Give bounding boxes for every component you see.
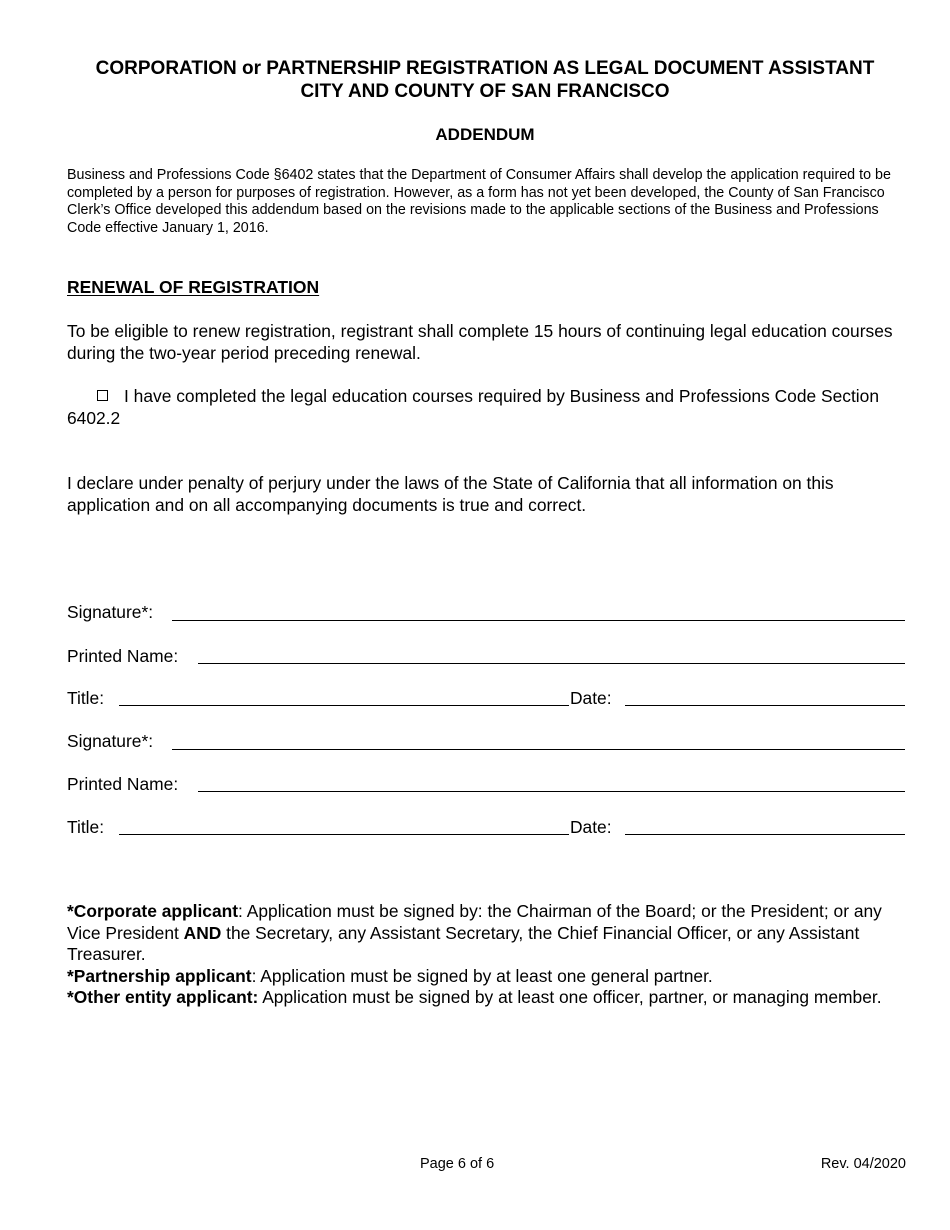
partnership-applicant-text: : Application must be signed by at least one general partner. bbox=[251, 965, 713, 986]
partnership-applicant-note bbox=[67, 966, 912, 988]
corporate-applicant-text-2: the Secretary, any Assistant Secretary, the Chief Financial Officer, or any Assistant Treasurer. bbox=[67, 922, 860, 964]
addendum-heading: ADDENDUM bbox=[435, 125, 535, 144]
corporate-applicant-note bbox=[67, 901, 912, 966]
other-entity-applicant-note bbox=[67, 987, 912, 1009]
signer-requirements-notes bbox=[67, 901, 912, 1009]
other-entity-applicant-label: *Other entity applicant: bbox=[67, 987, 259, 1007]
document-subtitle-jurisdiction: CITY AND COUNTY OF SAN FRANCISCO bbox=[300, 81, 670, 102]
title-label-2: Title: bbox=[67, 817, 105, 837]
date-label-1: Date: bbox=[570, 688, 612, 708]
signature-label-2: Signature*: bbox=[67, 731, 154, 751]
document-title: CORPORATION or PARTNERSHIP REGISTRATION AS LEGAL DOCUMENT ASSISTANT bbox=[95, 58, 875, 79]
date-line-1[interactable] bbox=[625, 705, 905, 706]
eligibility-paragraph: To be eligible to renew registration, registrant shall complete 15 hours of continuing legal education courses during the two-year period preceding renewal. bbox=[67, 321, 893, 363]
signature-line-2[interactable] bbox=[172, 749, 905, 750]
printed-name-line-2[interactable] bbox=[198, 791, 905, 792]
partnership-applicant-label: *Partnership applicant bbox=[67, 965, 252, 986]
title-line-1[interactable] bbox=[119, 705, 569, 706]
renewal-section-heading: RENEWAL OF REGISTRATION bbox=[67, 277, 320, 297]
date-line-2[interactable] bbox=[625, 834, 905, 835]
education-checkbox[interactable] bbox=[97, 390, 108, 401]
printed-name-line-1[interactable] bbox=[198, 663, 905, 664]
signature-label-1: Signature*: bbox=[67, 602, 154, 622]
date-label-2: Date: bbox=[570, 817, 612, 837]
title-label-1: Title: bbox=[67, 688, 105, 708]
signature-line-1[interactable] bbox=[172, 620, 905, 621]
other-entity-applicant-text: Application must be signed by at least one officer, partner, or managing member. bbox=[258, 987, 882, 1007]
printed-name-label-1: Printed Name: bbox=[67, 646, 179, 666]
corporate-applicant-text-1: : Application must be signed by: the Chairman of the Board; or the President; or any Vice President bbox=[67, 901, 882, 943]
page-number: Page 6 of 6 bbox=[420, 1156, 495, 1172]
education-checkbox-row bbox=[67, 386, 912, 429]
title-line-2[interactable] bbox=[119, 834, 569, 835]
revision-date: Rev. 04/2020 bbox=[820, 1156, 906, 1172]
printed-name-label-2: Printed Name: bbox=[67, 774, 179, 794]
declaration-paragraph: I declare under penalty of perjury under the laws of the State of California that all information on this application and on all accompanying documents is true and correct. bbox=[67, 473, 834, 515]
corporate-applicant-label: *Corporate applicant bbox=[67, 901, 239, 921]
intro-paragraph: Business and Professions Code §6402 states that the Department of Consumer Affairs shall develop the application required to be completed by a person for purposes of registration. However, as a form has not yet been developed, the County of San Francisco Clerk’s Office developed this addendum based on the revisions made to the applicable sections of the Business and Professions Code effective January 1, 2016. bbox=[67, 167, 891, 236]
education-checkbox-label: I have completed the legal education courses required by Business and Professions Code Section 6402.2 bbox=[67, 386, 880, 428]
corporate-applicant-and: AND bbox=[183, 922, 222, 943]
